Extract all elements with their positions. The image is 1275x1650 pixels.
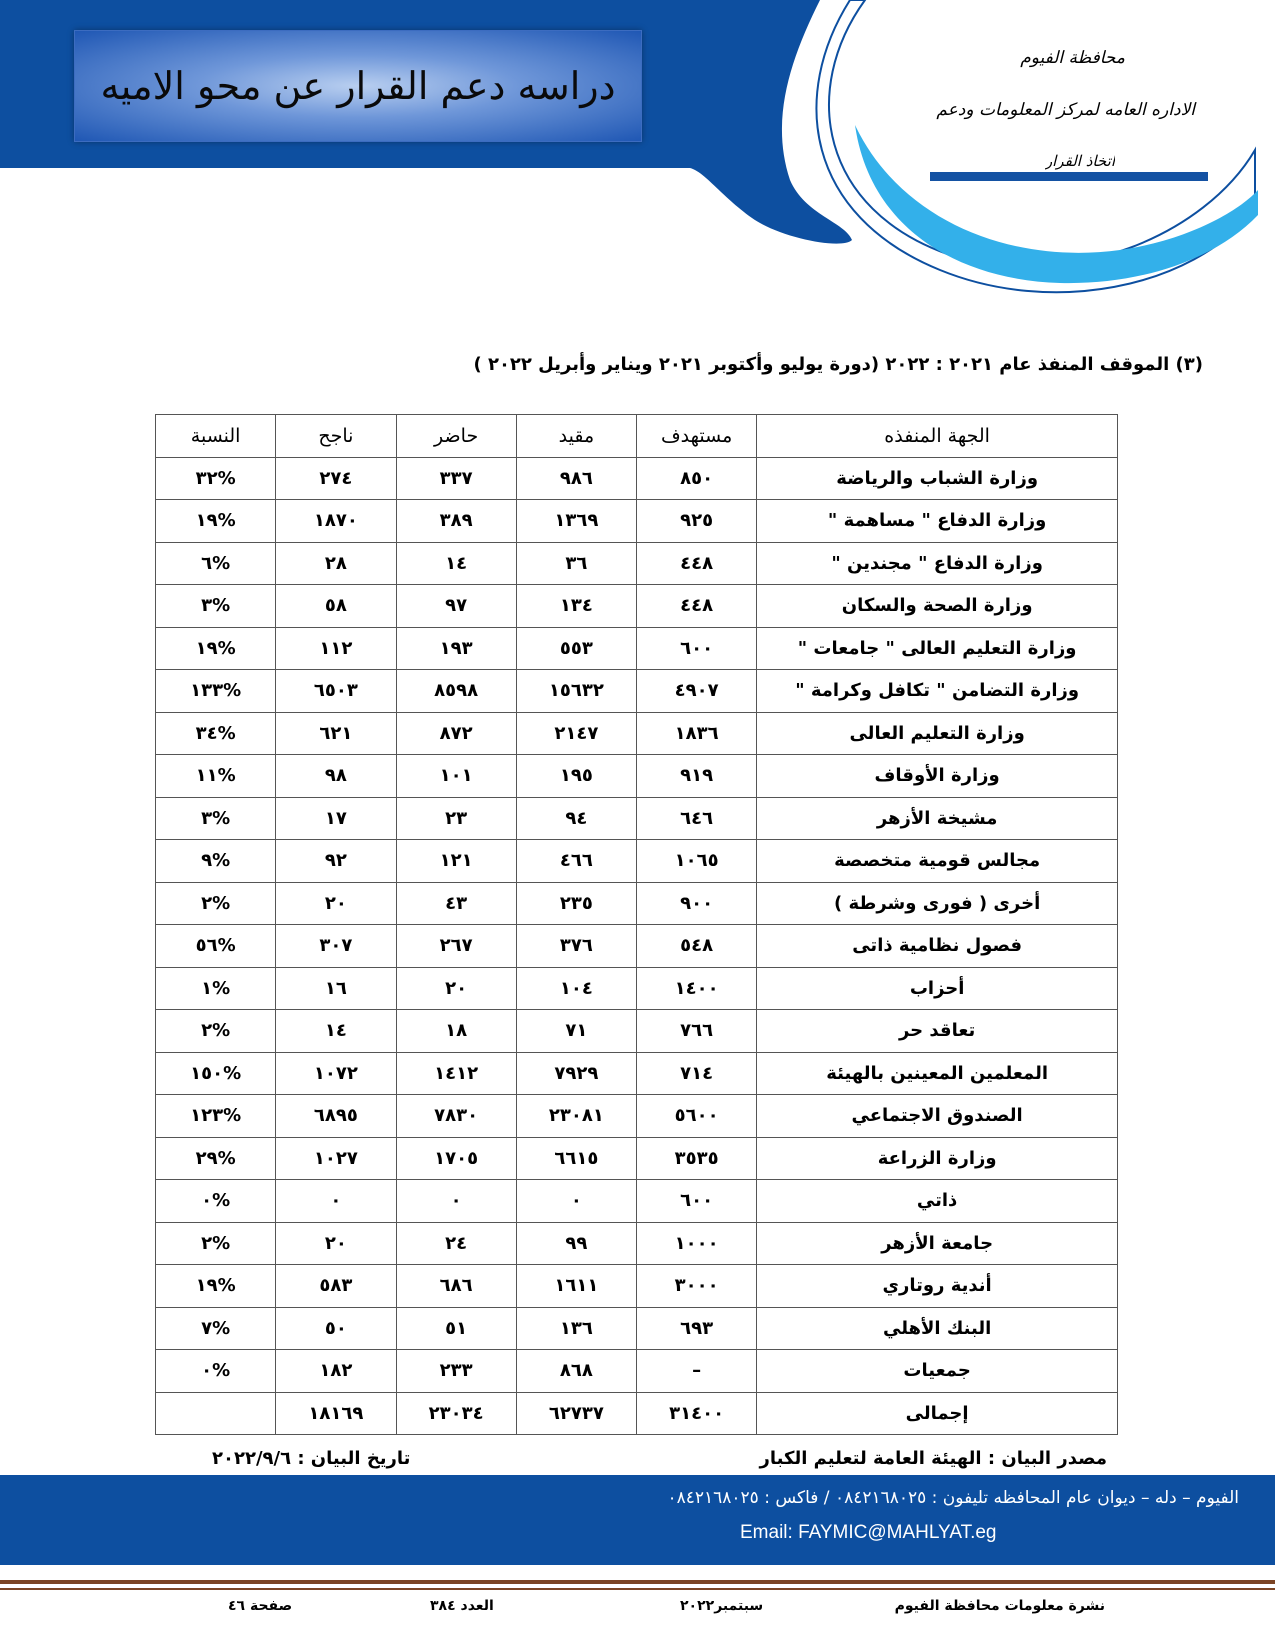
cell-target: ٨٥٠ — [637, 457, 757, 500]
bulletin-name: نشرة معلومات محافظة الفيوم — [894, 1598, 1105, 1614]
cell-entity: البنك الأهلي — [757, 1307, 1118, 1350]
cell-target: ٩١٩ — [637, 755, 757, 798]
cell-present: ٢٣ — [396, 797, 516, 840]
header-rule — [930, 172, 1208, 181]
header-enrolled: مقيد — [516, 415, 636, 458]
cell-present: ٤٣ — [396, 882, 516, 925]
table-row — [156, 967, 1118, 1010]
cell-present: ٧٨٣٠ — [396, 1095, 516, 1138]
page-title-box — [74, 30, 642, 142]
cell-passed: ٣٠٧ — [276, 925, 396, 968]
cell-entity: أندية روتاري — [757, 1265, 1118, 1308]
table-row — [156, 712, 1118, 755]
table-total-row — [156, 1392, 1118, 1435]
total-cell-entity: إجمالى — [757, 1392, 1118, 1435]
cell-present: ١٨ — [396, 1010, 516, 1053]
header-target: مستهدف — [637, 415, 757, 458]
cell-enrolled: ٧٩٢٩ — [516, 1052, 636, 1095]
cell-entity: مشيخة الأزهر — [757, 797, 1118, 840]
header-entity: الجهة المنفذه — [757, 415, 1118, 458]
cell-enrolled: ١٦١١ — [516, 1265, 636, 1308]
cell-enrolled: ٦٦١٥ — [516, 1137, 636, 1180]
cell-passed: ٢٠ — [276, 1222, 396, 1265]
cell-enrolled: ٢١٤٧ — [516, 712, 636, 755]
table-header-row — [156, 415, 1118, 458]
cell-entity: ذاتي — [757, 1180, 1118, 1223]
cell-passed: ١٨٧٠ — [276, 500, 396, 543]
cell-target: – — [637, 1350, 757, 1393]
cell-passed: ١٦ — [276, 967, 396, 1010]
cell-present: ١٠١ — [396, 755, 516, 798]
cell-enrolled: ١٩٥ — [516, 755, 636, 798]
footer-email: Email: FAYMIC@MAHLYAT.eg — [740, 1522, 997, 1543]
header-present: حاضر — [396, 415, 516, 458]
cell-ratio: %٣٢ — [156, 457, 276, 500]
cell-present: ١٤ — [396, 542, 516, 585]
cell-present: ٨٥٩٨ — [396, 670, 516, 713]
cell-passed: ١٧ — [276, 797, 396, 840]
cell-ratio: %٣ — [156, 585, 276, 628]
cell-ratio: %١١ — [156, 755, 276, 798]
cell-entity: وزارة الزراعة — [757, 1137, 1118, 1180]
table-row — [156, 457, 1118, 500]
table-row — [156, 1265, 1118, 1308]
table-row — [156, 670, 1118, 713]
cell-ratio: %١ — [156, 967, 276, 1010]
cell-passed: ٢٠ — [276, 882, 396, 925]
cell-target: ٦٠٠ — [637, 627, 757, 670]
table-row — [156, 1307, 1118, 1350]
cell-entity: وزارة التعليم العالى — [757, 712, 1118, 755]
cell-present: ٣٨٩ — [396, 500, 516, 543]
cell-enrolled: ١٥٦٣٢ — [516, 670, 636, 713]
cell-present: ٩٧ — [396, 585, 516, 628]
cell-entity: وزارة التضامن " تكافل وكرامة " — [757, 670, 1118, 713]
cell-enrolled: ١٣٤ — [516, 585, 636, 628]
total-cell-ratio — [156, 1392, 276, 1435]
literacy-table — [155, 414, 1118, 1435]
table-row — [156, 585, 1118, 628]
cell-entity: وزارة الصحة والسكان — [757, 585, 1118, 628]
cell-passed: ٠ — [276, 1180, 396, 1223]
cell-enrolled: ٩٩ — [516, 1222, 636, 1265]
table-row — [156, 1052, 1118, 1095]
table-row — [156, 755, 1118, 798]
cell-target: ٣٥٣٥ — [637, 1137, 757, 1180]
cell-ratio: %١٩ — [156, 1265, 276, 1308]
cell-ratio: %٣٤ — [156, 712, 276, 755]
issue-number: العدد ٣٨٤ — [430, 1598, 494, 1614]
cell-ratio: %٣ — [156, 797, 276, 840]
department-name: الاداره العامه لمركز المعلومات ودعم — [936, 100, 1195, 120]
cell-present: ٨٧٢ — [396, 712, 516, 755]
table-row — [156, 1350, 1118, 1393]
table-row — [156, 840, 1118, 883]
cell-ratio: %١٩ — [156, 627, 276, 670]
table-row — [156, 797, 1118, 840]
data-date: تاريخ البيان : ٢٠٢٢/٩/٦ — [212, 1448, 411, 1469]
cell-target: ١٤٠٠ — [637, 967, 757, 1010]
cell-target: ٥٤٨ — [637, 925, 757, 968]
cell-passed: ٩٢ — [276, 840, 396, 883]
cell-ratio: %١٢٣ — [156, 1095, 276, 1138]
cell-ratio: %٢ — [156, 1222, 276, 1265]
cell-entity: وزارة التعليم العالى " جامعات " — [757, 627, 1118, 670]
cell-entity: تعاقد حر — [757, 1010, 1118, 1053]
cell-passed: ٥٨ — [276, 585, 396, 628]
table-row — [156, 882, 1118, 925]
data-source: مصدر البيان : الهيئة العامة لتعليم الكبار — [759, 1448, 1107, 1469]
table-row — [156, 1095, 1118, 1138]
cell-target: ١٠٠٠ — [637, 1222, 757, 1265]
cell-entity: جمعيات — [757, 1350, 1118, 1393]
cell-enrolled: ٧١ — [516, 1010, 636, 1053]
cell-ratio: %٩ — [156, 840, 276, 883]
cell-passed: ١١٢ — [276, 627, 396, 670]
cell-enrolled: ٢٣٠٨١ — [516, 1095, 636, 1138]
cell-ratio: %١٩ — [156, 500, 276, 543]
cell-entity: وزارة الدفاع " مجندين " — [757, 542, 1118, 585]
cell-passed: ٥٠ — [276, 1307, 396, 1350]
table-row — [156, 1137, 1118, 1180]
cell-target: ٦٩٣ — [637, 1307, 757, 1350]
total-cell-present: ٢٣٠٣٤ — [396, 1392, 516, 1435]
table-row — [156, 627, 1118, 670]
section-title: (٣) الموقف المنفذ عام ٢٠٢١ : ٢٠٢٢ (دورة يوليو وأكتوبر ٢٠٢١ ويناير وأبريل ٢٠٢٢ ) — [473, 354, 1203, 375]
department-name-cont: اتخاذ القرار — [1044, 152, 1115, 170]
cell-present: ٥١ — [396, 1307, 516, 1350]
cell-entity: أحزاب — [757, 967, 1118, 1010]
cell-target: ٦٤٦ — [637, 797, 757, 840]
cell-ratio: %٢ — [156, 882, 276, 925]
cell-enrolled: ٣٧٦ — [516, 925, 636, 968]
cell-entity: وزارة الدفاع " مساهمة " — [757, 500, 1118, 543]
cell-target: ٩٠٠ — [637, 882, 757, 925]
cell-passed: ٩٨ — [276, 755, 396, 798]
cell-passed: ٦٥٠٣ — [276, 670, 396, 713]
table-row — [156, 1180, 1118, 1223]
cell-target: ٣٠٠٠ — [637, 1265, 757, 1308]
cell-ratio: %٠ — [156, 1180, 276, 1223]
cell-present: ١٢١ — [396, 840, 516, 883]
cell-passed: ١٤ — [276, 1010, 396, 1053]
cell-enrolled: ٥٥٣ — [516, 627, 636, 670]
cell-target: ٤٩٠٧ — [637, 670, 757, 713]
cell-entity: المعلمين المعينين بالهيئة — [757, 1052, 1118, 1095]
cell-target: ٦٠٠ — [637, 1180, 757, 1223]
cell-target: ٤٤٨ — [637, 542, 757, 585]
cell-passed: ١٨٢ — [276, 1350, 396, 1393]
cell-present: ٢٦٧ — [396, 925, 516, 968]
header-passed: ناجح — [276, 415, 396, 458]
cell-target: ١٨٣٦ — [637, 712, 757, 755]
cell-present: ١٤١٢ — [396, 1052, 516, 1095]
page-title: دراسه دعم القرار عن محو الاميه — [100, 64, 616, 108]
header-ratio: النسبة — [156, 415, 276, 458]
cell-ratio: %١٥٠ — [156, 1052, 276, 1095]
cell-enrolled: ٠ — [516, 1180, 636, 1223]
table-row — [156, 542, 1118, 585]
table-row — [156, 500, 1118, 543]
table-row — [156, 1010, 1118, 1053]
cell-target: ٤٤٨ — [637, 585, 757, 628]
total-cell-enrolled: ٦٢٧٣٧ — [516, 1392, 636, 1435]
cell-entity: الصندوق الاجتماعي — [757, 1095, 1118, 1138]
cell-passed: ٦٢١ — [276, 712, 396, 755]
cell-ratio: %٢ — [156, 1010, 276, 1053]
cell-target: ٩٢٥ — [637, 500, 757, 543]
cell-present: ٦٨٦ — [396, 1265, 516, 1308]
cell-passed: ١٠٧٢ — [276, 1052, 396, 1095]
cell-present: ١٧٠٥ — [396, 1137, 516, 1180]
cell-present: ٣٣٧ — [396, 457, 516, 500]
cell-passed: ٢٨ — [276, 542, 396, 585]
cell-entity: مجالس قومية متخصصة — [757, 840, 1118, 883]
cell-ratio: %٠ — [156, 1350, 276, 1393]
cell-target: ٧١٤ — [637, 1052, 757, 1095]
cell-enrolled: ١٣٦ — [516, 1307, 636, 1350]
cell-ratio: %٢٩ — [156, 1137, 276, 1180]
cell-enrolled: ٣٦ — [516, 542, 636, 585]
cell-enrolled: ٤٦٦ — [516, 840, 636, 883]
cell-enrolled: ٩٨٦ — [516, 457, 636, 500]
cell-entity: وزارة الشباب والرياضة — [757, 457, 1118, 500]
cell-entity: جامعة الأزهر — [757, 1222, 1118, 1265]
cell-passed: ١٠٢٧ — [276, 1137, 396, 1180]
cell-present: ٢٠ — [396, 967, 516, 1010]
cell-present: ٠ — [396, 1180, 516, 1223]
cell-entity: أخرى ( فورى وشرطة ) — [757, 882, 1118, 925]
cell-enrolled: ١٠٤ — [516, 967, 636, 1010]
footer-address: الفيوم – دله – ديوان عام المحافظه تليفون : ٠٨٤٢١٦٨٠٢٥ / فاكس : ٠٨٤٢١٦٨٠٢٥ — [667, 1488, 1239, 1508]
cell-ratio: %٦ — [156, 542, 276, 585]
total-cell-passed: ١٨١٦٩ — [276, 1392, 396, 1435]
cell-present: ٢٤ — [396, 1222, 516, 1265]
table-row — [156, 1222, 1118, 1265]
cell-present: ٢٣٣ — [396, 1350, 516, 1393]
total-cell-target: ٣١٤٠٠ — [637, 1392, 757, 1435]
table-row — [156, 925, 1118, 968]
cell-passed: ٥٨٣ — [276, 1265, 396, 1308]
cell-entity: وزارة الأوقاف — [757, 755, 1118, 798]
cell-passed: ٢٧٤ — [276, 457, 396, 500]
footer-rule-thin — [0, 1588, 1275, 1590]
cell-enrolled: ١٣٦٩ — [516, 500, 636, 543]
cell-entity: فصول نظامية ذاتى — [757, 925, 1118, 968]
cell-enrolled: ٨٦٨ — [516, 1350, 636, 1393]
cell-enrolled: ٢٣٥ — [516, 882, 636, 925]
cell-ratio: %٧ — [156, 1307, 276, 1350]
cell-target: ٧٦٦ — [637, 1010, 757, 1053]
cell-enrolled: ٩٤ — [516, 797, 636, 840]
cell-target: ٥٦٠٠ — [637, 1095, 757, 1138]
cell-present: ١٩٣ — [396, 627, 516, 670]
governorate-name: محافظة الفيوم — [1020, 48, 1125, 68]
page-number: صفحة ٤٦ — [228, 1598, 293, 1614]
table-body — [156, 457, 1118, 1435]
issue-month: سبتمبر٢٠٢٢ — [680, 1598, 764, 1614]
cell-ratio: %٥٦ — [156, 925, 276, 968]
footer-rule-thick — [0, 1580, 1275, 1584]
cell-passed: ٦٨٩٥ — [276, 1095, 396, 1138]
cell-target: ١٠٦٥ — [637, 840, 757, 883]
cell-ratio: %١٣٣ — [156, 670, 276, 713]
